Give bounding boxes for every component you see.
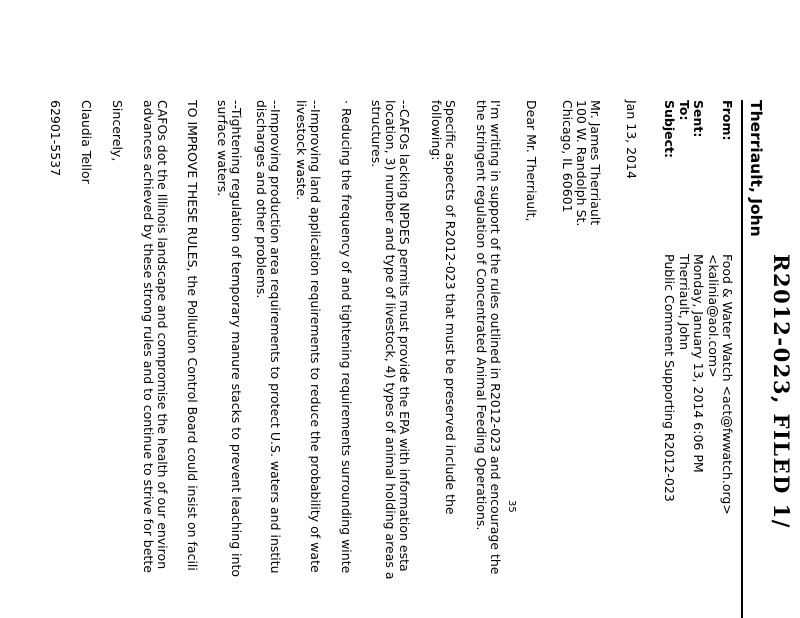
body-line: following: — [429, 100, 444, 161]
sent-value: Monday, January 13, 2014 6:06 PM — [691, 254, 706, 473]
body-line: Specific aspects of R2012-023 that must be preserved include the — [443, 100, 458, 515]
page-number: 35 — [506, 500, 517, 513]
signature-zip: 62901-5537 — [48, 100, 63, 177]
body-line: livestock waste. — [294, 100, 309, 201]
salutation: Dear Mr. Therriault, — [524, 100, 539, 222]
to-value: Therriault, John — [677, 254, 692, 350]
body-line: CAFOs dot the Illinois landscape and compromise the health of our environ — [155, 100, 170, 570]
letter-date: Jan 13, 2014 — [624, 100, 639, 179]
address-line: Chicago, IL 60601 — [560, 100, 575, 213]
to-label: To: — [677, 100, 692, 121]
body-line: structures. — [369, 100, 384, 168]
from-value-line2: <kalinia@aol.com> — [706, 254, 721, 378]
body-line: the stringent regulation of Concentrated Animal Feeding Operations. — [474, 100, 489, 531]
closing: Sincerely, — [110, 100, 125, 162]
body-line: --Improving land application requirements to reduce the probability of wate — [308, 100, 323, 573]
body-line: TO IMPROVE THESE RULES, the Pollution Control Board could insist on facili — [185, 100, 200, 571]
body-line: location, 3) number and type of livestock, 4) types of animal holding areas a — [383, 100, 398, 580]
signature-name: Claudia Tellor — [79, 100, 94, 184]
from-value: Food & Water Watch <act@fwwatch.org> — [720, 254, 735, 515]
body-line: --CAFOs lacking NPDES permits must provide the EPA with information esta — [397, 100, 412, 572]
body-line: --Tightening regulation of temporary manure stacks to prevent leaching into — [229, 100, 244, 578]
address-line: Mr. James Therriault — [588, 100, 603, 226]
body-line: surface waters. — [215, 100, 230, 197]
sent-label: Sent: — [691, 100, 706, 138]
body-line: discharges and other problems. — [254, 100, 269, 299]
body-line: advances achieved by these strong rules and to continue to strive for bette — [141, 100, 156, 573]
address-line: 100 W. Randolph St. — [574, 100, 589, 227]
header-divider — [741, 100, 743, 618]
body-line: I'm writing in support of the rules outlined in R2012-023 and encourage the — [488, 100, 503, 575]
document-title: R2012-023, FILED 1/ — [769, 254, 794, 529]
subject-label: Subject: — [662, 100, 677, 158]
body-line: · Reducing the frequency of and tightening requirements surrounding winte — [339, 100, 354, 574]
body-line: --Improving production area requirements to protect U.S. waters and institu — [268, 100, 283, 574]
from-label: From: — [720, 100, 735, 141]
sender-name: Therriault, John — [747, 100, 765, 237]
subject-value: Public Comment Supporting R2012-023 — [662, 254, 677, 502]
